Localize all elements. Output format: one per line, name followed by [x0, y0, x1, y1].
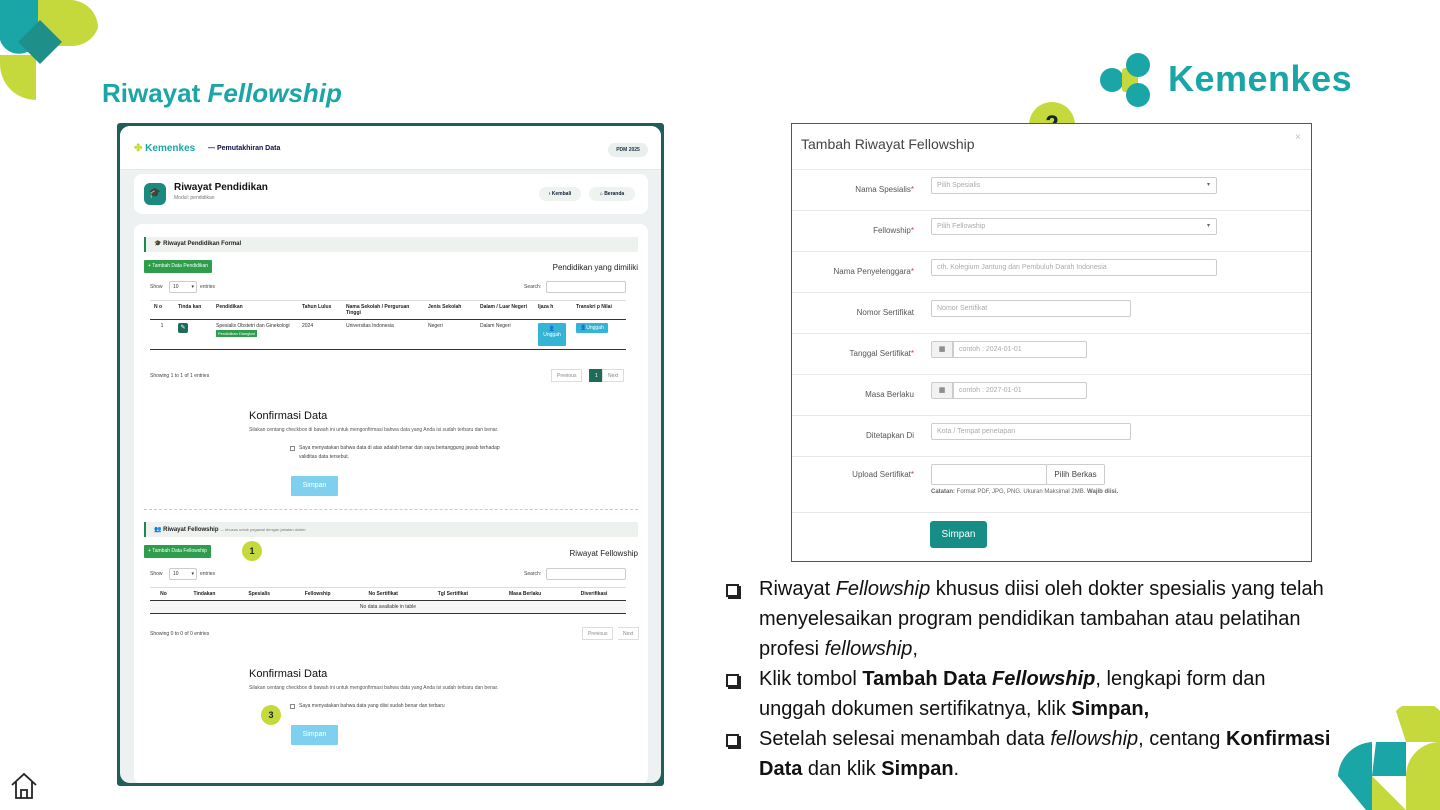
app-title: — Pemutakhiran Data — [208, 145, 281, 152]
confirm-checkbox-1-label: Saya menyatakan bahwa data di atas adalah benar dan saya bertanggung jawab terhadap validitas data tersebut. — [299, 445, 500, 460]
confirm-title-1: Konfirmasi Data — [249, 410, 328, 422]
education-table — [150, 300, 626, 350]
search-label: Search: — [524, 571, 542, 577]
status-badge: Pendidikan Diangkat — [218, 331, 255, 336]
confirm-checkbox-2-label: Saya menyatakan bahwa data yang diisi sudah benar dan terbaru — [299, 703, 445, 709]
th-diverifikasi: Diverifikasi — [562, 588, 626, 601]
add-education-button[interactable]: + Tambah Data Pendidikan — [144, 260, 212, 273]
th-tgl-sertifikat: Tgl Sertifikat — [418, 588, 488, 601]
corner-logo-shape-top-left — [0, 0, 105, 105]
label-masa-berlaku: Masa Berlaku — [865, 390, 914, 399]
slide-title: Riwayat Fellowship — [102, 78, 342, 108]
show-label: Show — [150, 284, 163, 290]
back-button[interactable]: ‹ Kembali — [539, 187, 581, 201]
chevron-down-icon: ▾ — [1206, 182, 1210, 188]
entries-select[interactable]: 10 ▾ — [169, 568, 197, 580]
th-fellowship: Fellowship — [287, 588, 349, 601]
cell-no: 1 — [160, 323, 164, 329]
calendar-icon: ▦ — [931, 382, 953, 399]
instruction-list — [726, 574, 1336, 784]
label-ditetapkan-di: Ditetapkan Di — [865, 431, 914, 440]
checkbox-bullet-icon — [726, 584, 739, 597]
search-input[interactable] — [546, 281, 626, 293]
th-no: No — [150, 588, 177, 601]
th-no: N o — [150, 301, 174, 320]
checkbox-bullet-icon — [726, 734, 739, 747]
th-transkrip: Transkri p Nilai — [572, 301, 626, 320]
app-topbar — [120, 126, 661, 170]
field-row-spesialis: Nama Spesialis* Pilih Spesialis ▾ — [792, 169, 1311, 210]
previous-button[interactable]: Previous — [551, 369, 582, 382]
header-card — [134, 174, 648, 214]
upload-note: Catatan: Format PDF, JPG, PNG. Ukuran Maksimal 2MB. Wajib diisi. — [931, 489, 1119, 495]
modal-title: Tambah Riwayat Fellowship — [801, 136, 975, 152]
brand-name: Kemenkes — [1168, 58, 1353, 99]
home-button[interactable]: ⌂ Beranda — [589, 187, 635, 201]
users-icon: 👥 — [154, 527, 162, 533]
upload-ijazah-button[interactable]: 👤 Unggah — [538, 323, 566, 346]
modal-save-button[interactable]: Simpan — [930, 521, 987, 548]
label-spesialis: Nama Spesialis — [855, 185, 911, 194]
user-icon: 👤 — [548, 326, 556, 332]
label-fellowship: Fellowship — [873, 226, 911, 235]
th-no-sertifikat: No Sertifikat — [349, 588, 418, 601]
table-info: Showing 1 to 1 of 1 entries — [150, 373, 210, 379]
main-card — [134, 224, 648, 783]
label-nomor-sertifikat: Nomor Sertifikat — [856, 308, 914, 317]
cell-sekolah: Universitas Indonesia — [346, 323, 394, 329]
th-dalam-luar: Dalam / Luar Negeri — [476, 301, 534, 320]
graduation-cap-icon: 🎓 — [144, 183, 166, 205]
field-row-upload: Upload Sertifikat* Pilih Berkas Catatan: Format PDF, JPG, PNG. Ukuran Maksimal 2MB. Wajib diisi. — [792, 456, 1311, 512]
upload-transkrip-button[interactable]: 👤Unggah — [576, 323, 608, 333]
entries-label: entries — [200, 571, 216, 577]
th-jenis: Jenis Sekolah — [424, 301, 476, 320]
section-header-fellowship: 👥 Riwayat Fellowship — khusus untuk pegawai dengan jabatan dokter — [144, 522, 638, 537]
chevron-down-icon: ▾ — [1206, 223, 1210, 229]
confirm-subtitle-2: Silakan centang checkbox di bawah ini untuk mengonfirmasi bahwa data yang Anda isi sudah terbaru dan benar. — [249, 685, 499, 691]
education-label: Pendidikan yang dimiliki — [552, 263, 638, 272]
save-button-2[interactable]: Simpan — [291, 725, 338, 745]
th-pendidikan: Pendidikan — [212, 301, 298, 320]
graduation-cap-icon: 🎓 — [154, 241, 162, 247]
table-row — [150, 320, 626, 350]
field-row-ditetapkan — [792, 415, 1311, 456]
show-label: Show — [150, 571, 163, 577]
th-ijazah: Ijaza h — [534, 301, 572, 320]
entries-select[interactable]: 10 ▾ — [169, 281, 197, 293]
label-upload-sertifikat: Upload Sertifikat — [852, 470, 911, 479]
step-1-marker: 1 — [242, 541, 262, 561]
th-tindakan: Tindakan — [177, 588, 232, 601]
fellowship-table — [150, 587, 626, 614]
file-input[interactable] — [931, 464, 1047, 485]
th-tahun: Tahun Lulus — [298, 301, 342, 320]
page-1-button[interactable]: 1 — [589, 369, 604, 382]
fellowship-select[interactable]: Pilih Fellowship ▾ — [931, 218, 1217, 235]
app-logo: ✤ Kemenkes — [134, 143, 196, 154]
save-button-1[interactable]: Simpan — [291, 476, 338, 496]
app-screenshot — [117, 123, 664, 786]
search-input[interactable] — [546, 568, 626, 580]
field-row-tanggal: Tanggal Sertifikat* ▦ contoh : 2024-01-01 — [792, 333, 1311, 374]
tanggal-sertifikat-input[interactable]: contoh : 2024-01-01 — [953, 341, 1087, 358]
user-icon: 👤 — [580, 325, 587, 331]
cell-jenis: Negeri — [428, 323, 443, 329]
section-divider — [144, 509, 638, 510]
empty-table-message: No data available in table — [359, 604, 417, 610]
confirm-title-2: Konfirmasi Data — [249, 668, 328, 680]
page-subtitle: Modul: pendidikan — [174, 195, 215, 201]
page-title: Riwayat Pendidikan — [174, 182, 268, 193]
step-3-marker: 3 — [261, 705, 281, 725]
spesialis-select[interactable]: Pilih Spesialis ▾ — [931, 177, 1217, 194]
table-info: Showing 0 to 0 of 0 entries — [150, 631, 210, 637]
th-masa-berlaku: Masa Berlaku — [488, 588, 562, 601]
next-button[interactable]: Next — [602, 369, 624, 382]
masa-berlaku-input[interactable]: contoh : 2027-01-01 — [953, 382, 1087, 399]
fellowship-label: Riwayat Fellowship — [569, 549, 638, 558]
checkbox-bullet-icon — [726, 674, 739, 687]
list-item: Klik tombol Tambah Data Fellowship, lengkapi form dan unggah dokumen sertifikatnya, klik Simpan, — [726, 664, 1336, 724]
cell-dalam-luar: Dalam Negeri — [480, 323, 511, 329]
field-row-nomor — [792, 292, 1311, 333]
nomor-sertifikat-input[interactable]: Nomor Sertifikat — [931, 300, 1131, 317]
confirm-checkbox-1[interactable] — [290, 446, 295, 451]
list-item: Riwayat Fellowship khusus diisi oleh dokter spesialis yang telah menyelesaikan program pendidikan tambahan atau pelatihan profesi fellowship, — [726, 574, 1336, 664]
field-row-penyelenggara: Nama Penyelenggara* cth. Kolegium Jantung dan Pembuluh Darah Indonesia — [792, 251, 1311, 292]
next-button[interactable]: Next — [618, 627, 639, 640]
cell-pendidikan: Spesialis Obstetri dan Ginekologi — [216, 323, 290, 329]
previous-button[interactable]: Previous — [582, 627, 613, 640]
label-tanggal-sertifikat: Tanggal Sertifikat — [849, 349, 911, 358]
confirm-subtitle-1: Silakan centang checkbox di bawah ini untuk mengonfirmasi bahwa data yang Anda isi sudah terbaru dan benar. — [249, 427, 499, 433]
kemenkes-logo-icon — [1100, 52, 1162, 108]
corner-logo-shape-bottom-right — [1336, 706, 1440, 810]
period-badge: PDM 2025 — [608, 143, 648, 157]
edit-icon[interactable]: ✎ — [178, 323, 188, 333]
ditetapkan-di-input[interactable]: Kota / Tempat penetapan — [931, 423, 1131, 440]
add-fellowship-button[interactable]: + Tambah Data Fellowship — [144, 545, 211, 558]
section-header-formal: 🎓 Riwayat Pendidikan Formal — [144, 237, 638, 252]
close-icon[interactable]: × — [1295, 132, 1301, 143]
list-item: Setelah selesai menambah data fellowship, centang Konfirmasi Data dan klik Simpan. — [726, 724, 1336, 784]
field-row-fellowship: Fellowship* Pilih Fellowship ▾ — [792, 210, 1311, 251]
th-spesialis: Spesialis — [232, 588, 287, 601]
search-label: Search: — [524, 284, 542, 290]
calendar-icon: ▦ — [931, 341, 953, 358]
add-fellowship-modal — [791, 123, 1312, 562]
entries-label: entries — [200, 284, 216, 290]
field-row-masa — [792, 374, 1311, 415]
home-icon[interactable] — [8, 770, 40, 802]
choose-file-button[interactable]: Pilih Berkas — [1046, 464, 1105, 485]
label-penyelenggara: Nama Penyelenggara — [833, 267, 911, 276]
th-sekolah: Nama Sekolah / Perguruan Tinggi — [342, 301, 424, 320]
th-tindakan: Tinda kan — [174, 301, 212, 320]
penyelenggara-input[interactable]: cth. Kolegium Jantung dan Pembuluh Darah Indonesia — [931, 259, 1217, 276]
cell-tahun: 2024 — [302, 323, 314, 329]
confirm-checkbox-2[interactable] — [290, 704, 295, 709]
